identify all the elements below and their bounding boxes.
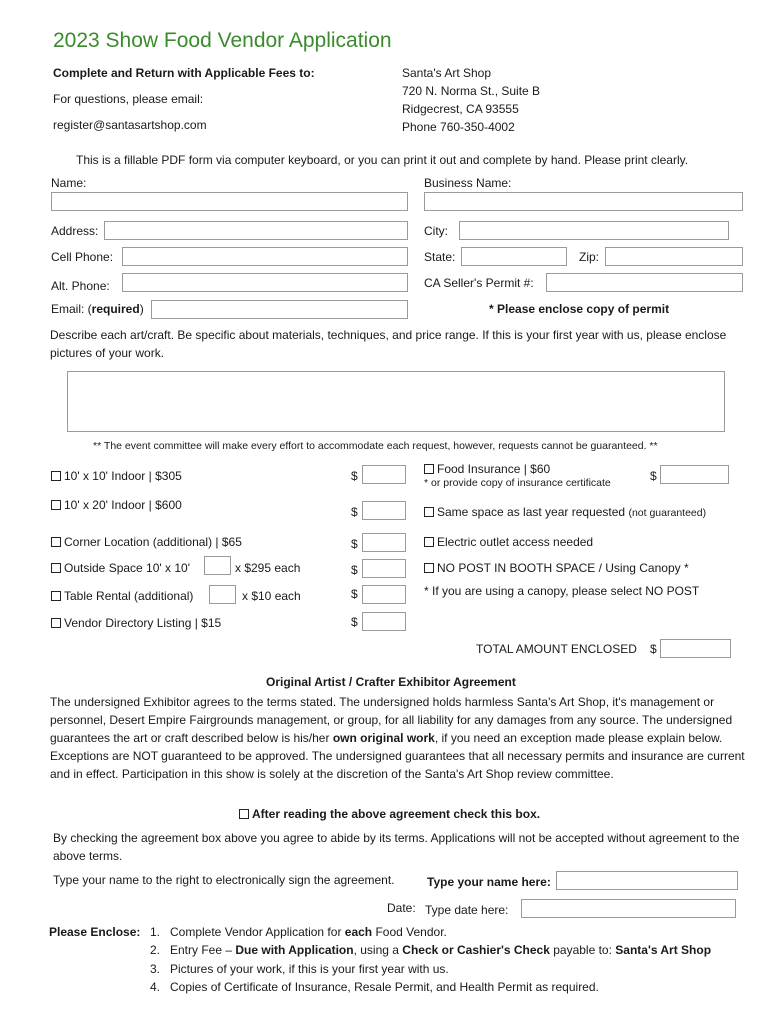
dollar-sign: $ xyxy=(351,587,358,601)
indoor-10x10-amount[interactable] xyxy=(362,465,406,484)
contact-email: register@santasartshop.com xyxy=(53,118,207,132)
questions-label: For questions, please email: xyxy=(53,92,204,106)
address-label: Address: xyxy=(51,224,99,238)
indoor-10x20-checkbox[interactable] xyxy=(51,500,61,510)
page-title: 2023 Show Food Vendor Application xyxy=(53,29,392,52)
seller-permit-field[interactable] xyxy=(546,273,743,292)
sign-instruction: Type your name to the right to electronically sign the agreement. xyxy=(53,873,395,887)
date-field[interactable] xyxy=(521,899,736,918)
canopy-note: * If you are using a canopy, please select NO POST xyxy=(424,584,700,598)
by-checking-text: By checking the agreement box above you agree to abide by its terms. Applications will not be accepted without agreement to the above terms. xyxy=(53,831,740,863)
state-field[interactable] xyxy=(461,247,567,266)
address-line-phone: Phone 760-350-4002 xyxy=(402,120,515,134)
agreement-heading: Original Artist / Crafter Exhibitor Agreement xyxy=(266,675,516,689)
option-electric[interactable]: Electric outlet access needed xyxy=(424,535,593,549)
corner-checkbox[interactable] xyxy=(51,537,61,547)
address-line-street: 720 N. Norma St., Suite B xyxy=(402,84,541,98)
name-field[interactable] xyxy=(51,192,408,211)
table-each-label: x $10 each xyxy=(242,589,301,603)
seller-permit-label: CA Seller's Permit #: xyxy=(424,276,534,290)
email-field[interactable] xyxy=(151,300,408,319)
agreement-checkbox[interactable] xyxy=(239,809,249,819)
same-space-checkbox[interactable] xyxy=(424,507,434,517)
dollar-sign: $ xyxy=(351,469,358,483)
option-indoor-10x10[interactable]: 10' x 10' Indoor | $305 xyxy=(51,469,182,483)
option-same-space[interactable]: Same space as last year requested (not guaranteed) xyxy=(424,505,706,519)
describe-instructions: Describe each art/craft. Be specific about materials, techniques, and price range. If this is your first year with us, please enclose pictures of your work. xyxy=(50,328,727,360)
enclose-label: Please Enclose: xyxy=(49,925,141,939)
outside-each-label: x $295 each xyxy=(235,561,301,575)
date-placeholder-label: Type date here: xyxy=(425,903,509,917)
total-amount-field[interactable] xyxy=(660,639,731,658)
food-insurance-checkbox[interactable] xyxy=(424,464,434,474)
address-line-city: Ridgecrest, CA 93555 xyxy=(402,102,519,116)
agreement-checkbox-row[interactable]: After reading the above agreement check this box. xyxy=(239,807,540,821)
food-insurance-amount[interactable] xyxy=(660,465,729,484)
complete-return-label: Complete and Return with Applicable Fees to: xyxy=(53,66,315,80)
zip-field[interactable] xyxy=(605,247,743,266)
option-corner[interactable]: Corner Location (additional) | $65 xyxy=(51,535,242,549)
alt-phone-field[interactable] xyxy=(122,273,408,292)
name-label: Name: xyxy=(51,176,87,190)
table-quantity-field[interactable] xyxy=(209,585,236,604)
outside-amount[interactable] xyxy=(362,559,406,578)
state-label: State: xyxy=(424,250,456,264)
address-line-shop: Santa's Art Shop xyxy=(402,66,492,80)
dollar-sign: $ xyxy=(650,642,657,656)
option-outside[interactable]: Outside Space 10' x 10' xyxy=(51,561,190,575)
dollar-sign: $ xyxy=(650,469,657,483)
address-field[interactable] xyxy=(104,221,408,240)
intro-text: This is a fillable PDF form via computer keyboard, or you can print it out and complete by hand. Please print clearly. xyxy=(76,153,689,167)
dollar-sign: $ xyxy=(351,505,358,519)
enclose-item: 3. Pictures of your work, if this is your first year with us. xyxy=(150,962,449,976)
description-field[interactable] xyxy=(67,371,725,432)
corner-amount[interactable] xyxy=(362,533,406,552)
cell-phone-label: Cell Phone: xyxy=(51,250,114,264)
email-label: Email: (required) xyxy=(51,302,144,316)
city-label: City: xyxy=(424,224,448,238)
indoor-10x20-amount[interactable] xyxy=(362,501,406,520)
enclose-item: 2. Entry Fee – Due with Application, using a Check or Cashier's Check payable to: Santa's Art Shop xyxy=(150,943,712,957)
business-name-field[interactable] xyxy=(424,192,743,211)
cell-phone-field[interactable] xyxy=(122,247,408,266)
total-label: TOTAL AMOUNT ENCLOSED xyxy=(476,642,637,656)
sign-name-label: Type your name here: xyxy=(427,875,551,889)
no-post-checkbox[interactable] xyxy=(424,563,434,573)
directory-amount[interactable] xyxy=(362,612,406,631)
alt-phone-label: Alt. Phone: xyxy=(51,279,110,293)
electric-checkbox[interactable] xyxy=(424,537,434,547)
dollar-sign: $ xyxy=(351,563,358,577)
outside-checkbox[interactable] xyxy=(51,563,61,573)
zip-label: Zip: xyxy=(579,250,600,264)
outside-quantity-field[interactable] xyxy=(204,556,231,575)
table-checkbox[interactable] xyxy=(51,591,61,601)
enclose-item: 4. Copies of Certificate of Insurance, Resale Permit, and Health Permit as required. xyxy=(150,980,599,994)
option-directory[interactable]: Vendor Directory Listing | $15 xyxy=(51,616,221,630)
business-name-label: Business Name: xyxy=(424,176,512,190)
option-food-insurance[interactable]: Food Insurance | $60 xyxy=(424,462,550,476)
directory-checkbox[interactable] xyxy=(51,618,61,628)
date-label: Date: xyxy=(387,901,416,915)
permit-note: * Please enclose copy of permit xyxy=(489,302,670,316)
indoor-10x10-checkbox[interactable] xyxy=(51,471,61,481)
insurance-note: * or provide copy of insurance certificate xyxy=(424,477,611,489)
table-amount[interactable] xyxy=(362,585,406,604)
signature-name-field[interactable] xyxy=(556,871,738,890)
option-no-post[interactable]: NO POST IN BOOTH SPACE / Using Canopy * xyxy=(424,561,689,575)
option-table[interactable]: Table Rental (additional) xyxy=(51,589,193,603)
dollar-sign: $ xyxy=(351,615,358,629)
agreement-text: The undersigned Exhibitor agrees to the terms stated. The undersigned holds harmless Santa's Art Shop, it's management or personnel, Desert Empire Fairgrounds management, or group, for all liability for any damages from any source. The undersigned guarantees the art or craft described below is his/her own original work, if you need an exception made please explain below. Exceptions are NOT guaranteed to be approved. The undersigned guarantees that all necessary permits and insurance are current and in effect. Participation in this show is solely at the discretion of the Santa's Art Shop review committee. xyxy=(50,695,745,781)
option-indoor-10x20[interactable]: 10' x 20' Indoor | $600 xyxy=(51,498,182,512)
committee-note: ** The event committee will make every effort to accommodate each request, however, requests cannot be guaranteed. ** xyxy=(93,440,658,452)
enclose-item: 1. Complete Vendor Application for each Food Vendor. xyxy=(150,925,447,939)
dollar-sign: $ xyxy=(351,537,358,551)
city-field[interactable] xyxy=(459,221,729,240)
